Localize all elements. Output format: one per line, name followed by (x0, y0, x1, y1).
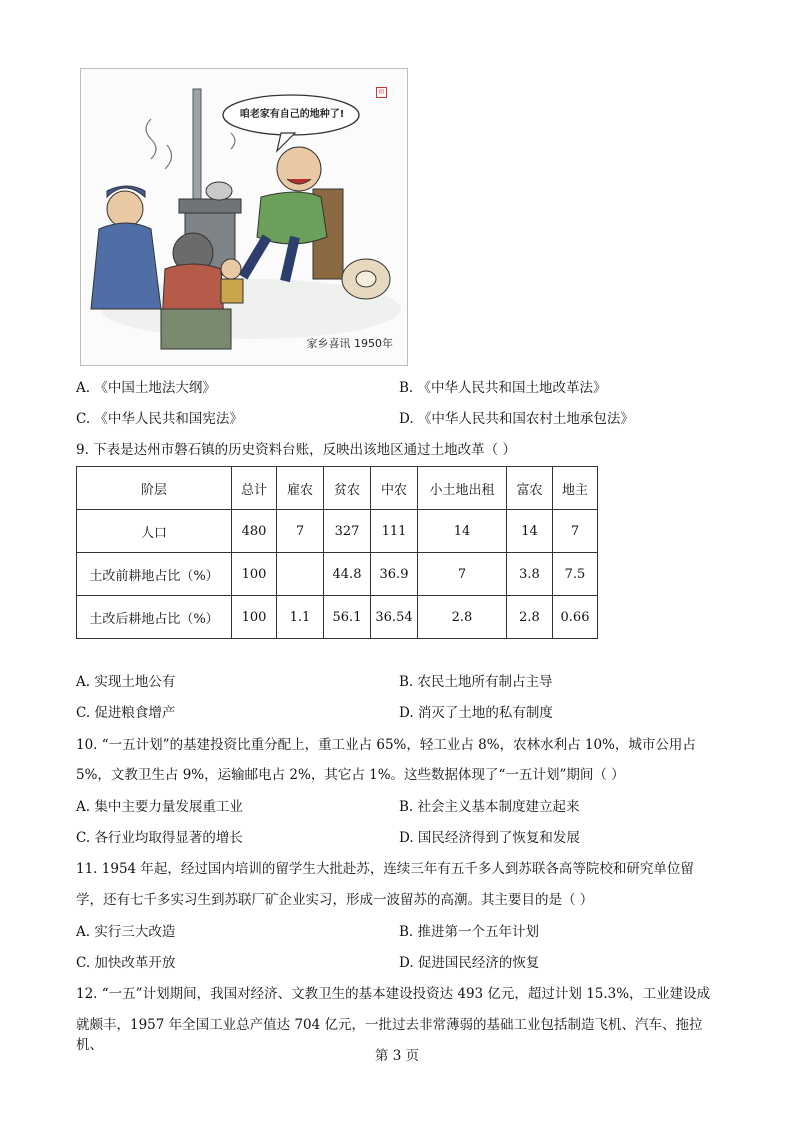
cartoon-caption: 家乡喜讯 1950年 (306, 337, 393, 350)
q9-option-c[interactable]: C. 促进粮食增产 (76, 705, 176, 721)
table-cell: 2.8 (418, 596, 507, 639)
q10-option-a[interactable]: A. 集中主要力量发展重工业 (76, 799, 243, 815)
q11-stem-line-1: 11. 1954 年起，经过国内培训的留学生大批赴苏，连续三年有五千多人到苏联各高等院校和研究单位留 (76, 861, 694, 877)
speech-bubble-text: 咱老家有自己的地种了! (239, 109, 345, 120)
table-header-cell: 总计 (232, 467, 277, 510)
page-number-footer: 第 3 页 (374, 1048, 420, 1064)
q9-stem: 9. 下表是达州市磐石镇的历史资料台账，反映出该地区通过土地改革（ ） (76, 442, 516, 458)
q9-ledger-table (76, 466, 598, 639)
q10-option-c[interactable]: C. 各行业均取得显著的增长 (76, 830, 243, 846)
q8-option-d[interactable]: D. 《中华人民共和国农村土地承包法》 (399, 411, 634, 427)
table-cell: 1.1 (277, 596, 324, 639)
table-header-cell: 中农 (371, 467, 418, 510)
q9-option-b[interactable]: B. 农民土地所有制占主导 (399, 674, 553, 690)
q12-stem-line-2: 就颇丰，1957 年全国工业总产值达 704 亿元，一批过去非常薄弱的基础工业包括制造飞机、汽车、拖拉机、 (76, 1017, 703, 1053)
cartoon-illustration (80, 68, 408, 366)
table-cell: 480 (232, 510, 277, 553)
q10-stem-line-1: 10. “一五计划”的基建投资比重分配上，重工业占 65%，轻工业占 8%，农林水利占 10%，城市公用占 (76, 737, 696, 753)
table-cell: 56.1 (324, 596, 371, 639)
q11-option-d[interactable]: D. 促进国民经济的恢复 (399, 955, 540, 971)
q8-option-a[interactable]: A. 《中国土地法大纲》 (76, 380, 216, 396)
table-row (77, 510, 598, 553)
table-cell: 土改前耕地占比（%） (77, 553, 232, 596)
q11-option-c[interactable]: C. 加快改革开放 (76, 955, 176, 971)
table-cell: 3.8 (507, 553, 553, 596)
table-cell (277, 553, 324, 596)
table-cell: 44.8 (324, 553, 371, 596)
q9-option-a[interactable]: A. 实现土地公有 (76, 674, 176, 690)
q11-option-b[interactable]: B. 推进第一个五年计划 (399, 924, 540, 940)
table-row (77, 553, 598, 596)
table-header-cell: 雇农 (277, 467, 324, 510)
table-header-cell: 贫农 (324, 467, 371, 510)
table-cell: 0.66 (553, 596, 598, 639)
table-cell: 327 (324, 510, 371, 553)
table-cell: 2.8 (507, 596, 553, 639)
q9-option-d[interactable]: D. 消灭了土地的私有制度 (399, 705, 553, 721)
q8-option-c[interactable]: C. 《中华人民共和国宪法》 (76, 411, 243, 427)
table-cell: 土改后耕地占比（%） (77, 596, 232, 639)
q8-option-b[interactable]: B. 《中华人民共和国土地改革法》 (399, 380, 607, 396)
table-header-row (77, 467, 598, 510)
table-cell: 100 (232, 553, 277, 596)
table-header-cell: 阶层 (77, 467, 232, 510)
q10-stem-line-2: 5%，文教卫生占 9%，运输邮电占 2%，其它占 1%。这些数据体现了“一五计划”期间（ ） (76, 767, 625, 783)
table-cell: 111 (371, 510, 418, 553)
artist-seal-stamp: 印 (376, 87, 387, 98)
table-row (77, 596, 598, 639)
table-cell: 7 (418, 553, 507, 596)
table-cell: 7.5 (553, 553, 598, 596)
table-cell: 36.9 (371, 553, 418, 596)
table-cell: 14 (507, 510, 553, 553)
table-cell: 14 (418, 510, 507, 553)
q12-stem-line-1: 12. “一五”计划期间，我国对经济、文教卫生的基本建设投资达 493 亿元，超过计划 15.3%，工业建设成 (76, 986, 711, 1002)
table-cell: 7 (553, 510, 598, 553)
table-cell: 36.54 (371, 596, 418, 639)
table-cell: 100 (232, 596, 277, 639)
table-cell: 7 (277, 510, 324, 553)
q10-option-d[interactable]: D. 国民经济得到了恢复和发展 (399, 830, 580, 846)
q10-option-b[interactable]: B. 社会主义基本制度建立起来 (399, 799, 580, 815)
q11-option-a[interactable]: A. 实行三大改造 (76, 924, 176, 940)
table-header-cell: 富农 (507, 467, 553, 510)
table-header-cell: 地主 (553, 467, 598, 510)
table-header-cell: 小土地出租 (418, 467, 507, 510)
q11-stem-line-2: 学，还有七千多实习生到苏联厂矿企业实习，形成一波留苏的高潮。其主要目的是（ ） (76, 892, 594, 908)
table-cell: 人口 (77, 510, 232, 553)
